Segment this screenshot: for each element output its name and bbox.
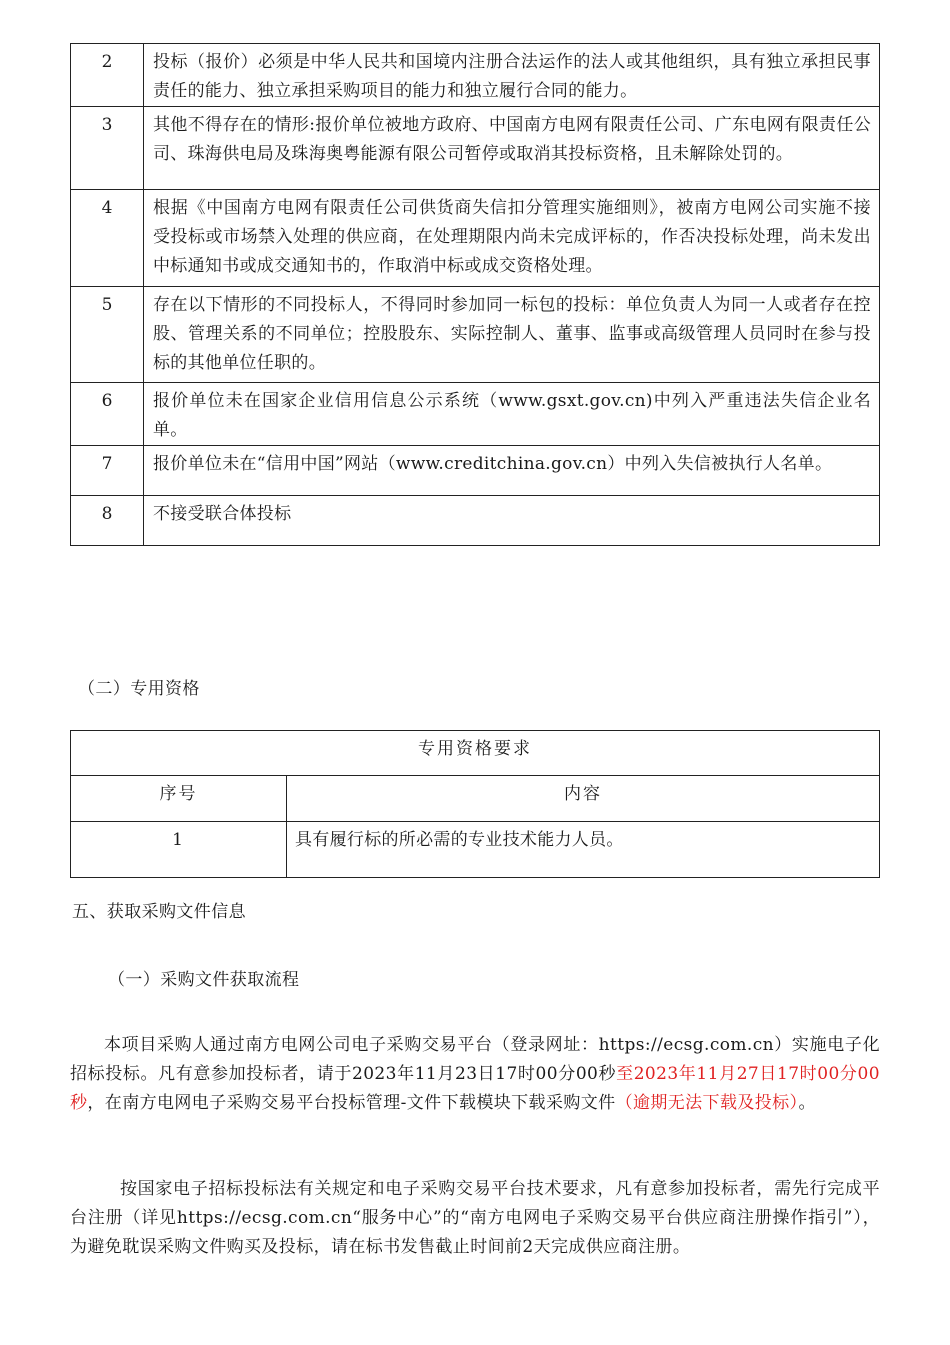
row-number: 2 — [71, 44, 144, 107]
section-heading: 五、获取采购文件信息 — [72, 902, 246, 922]
table-row — [71, 822, 880, 878]
registration-paragraph: 按国家电子招标投标法有关规定和电子采购交易平台技术要求，凡有意参加投标者，需先行完成平台注册（详见https://ecsg.com.cn“服务中心”的“南方电网电子采购交易平台供应商注册操作指引”），为避免耽误采购文件购买及投标，请在标书发售截止时间前2天完成供应商注册。 — [70, 1179, 880, 1257]
table-header-row — [71, 776, 880, 822]
table-row — [71, 446, 880, 496]
row-text: 其他不得存在的情形:报价单位被地方政府、中国南方电网有限责任公司、广东电网有限责任公司、珠海供电局及珠海奥粤能源有限公司暂停或取消其投标资格，且未解除处罚的。 — [144, 107, 880, 190]
row-text: 报价单位未在“信用中国”网站（www.creditchina.gov.cn）中列入失信被执行人名单。 — [144, 446, 880, 496]
table-row — [71, 383, 880, 446]
table-row — [71, 107, 880, 190]
table-title-row — [71, 731, 880, 776]
column-header-number: 序号 — [71, 776, 287, 822]
deadline-text: 至2023年11月27日17时00分00秒 — [70, 1064, 880, 1113]
table-title: 专用资格要求 — [71, 731, 880, 776]
row-number: 7 — [71, 446, 144, 496]
paragraph-text: ，在南方电网电子采购交易平台投标管理-文件下载模块下载采购文件 — [87, 1093, 616, 1113]
row-text: 不接受联合体投标 — [144, 496, 880, 546]
special-qualification-heading: （二）专用资格 — [78, 679, 200, 699]
column-header-content: 内容 — [287, 776, 880, 822]
procurement-paragraph — [70, 1031, 880, 1118]
table-row — [71, 287, 880, 383]
row-number: 5 — [71, 287, 144, 383]
subsection-heading: （一）采购文件获取流程 — [108, 970, 300, 990]
table-row — [71, 44, 880, 107]
paragraph-text: 。 — [798, 1093, 816, 1113]
row-text: 报价单位未在国家企业信用信息公示系统（www.gsxt.gov.cn)中列入严重违法失信企业名单。 — [144, 383, 880, 446]
row-text: 存在以下情形的不同投标人，不得同时参加同一标包的投标：单位负责人为同一人或者存在控股、管理关系的不同单位；控股股东、实际控制人、董事、监事或高级管理人员同时在参与投标的其他单位任职的。 — [144, 287, 880, 383]
table-row — [71, 496, 880, 546]
row-number: 3 — [71, 107, 144, 190]
paragraph-text: 本项目采购人通过南方电网公司电子采购交易平台（登录网址：https://ecsg.com.cn）实施电子化招标投标。凡有意参加投标者，请于2023年11月23日17时00分00秒 — [70, 1035, 880, 1084]
row-number: 4 — [71, 190, 144, 287]
table-row — [71, 190, 880, 287]
general-qualification-table — [70, 43, 880, 546]
row-number: 6 — [71, 383, 144, 446]
row-number: 1 — [71, 822, 287, 878]
special-qualification-table — [70, 730, 880, 878]
row-text: 根据《中国南方电网有限责任公司供货商失信扣分管理实施细则》，被南方电网公司实施不接受投标或市场禁入处理的供应商，在处理期限内尚未完成评标的，作否决投标处理，尚未发出中标通知书或成交通知书的，作取消中标或成交资格处理。 — [144, 190, 880, 287]
row-number: 8 — [71, 496, 144, 546]
warning-text: （逾期无法下载及投标） — [615, 1093, 799, 1113]
row-text: 具有履行标的所必需的专业技术能力人员。 — [287, 822, 880, 878]
row-text: 投标（报价）必须是中华人民共和国境内注册合法运作的法人或其他组织，具有独立承担民事责任的能力、独立承担采购项目的能力和独立履行合同的能力。 — [144, 44, 880, 107]
